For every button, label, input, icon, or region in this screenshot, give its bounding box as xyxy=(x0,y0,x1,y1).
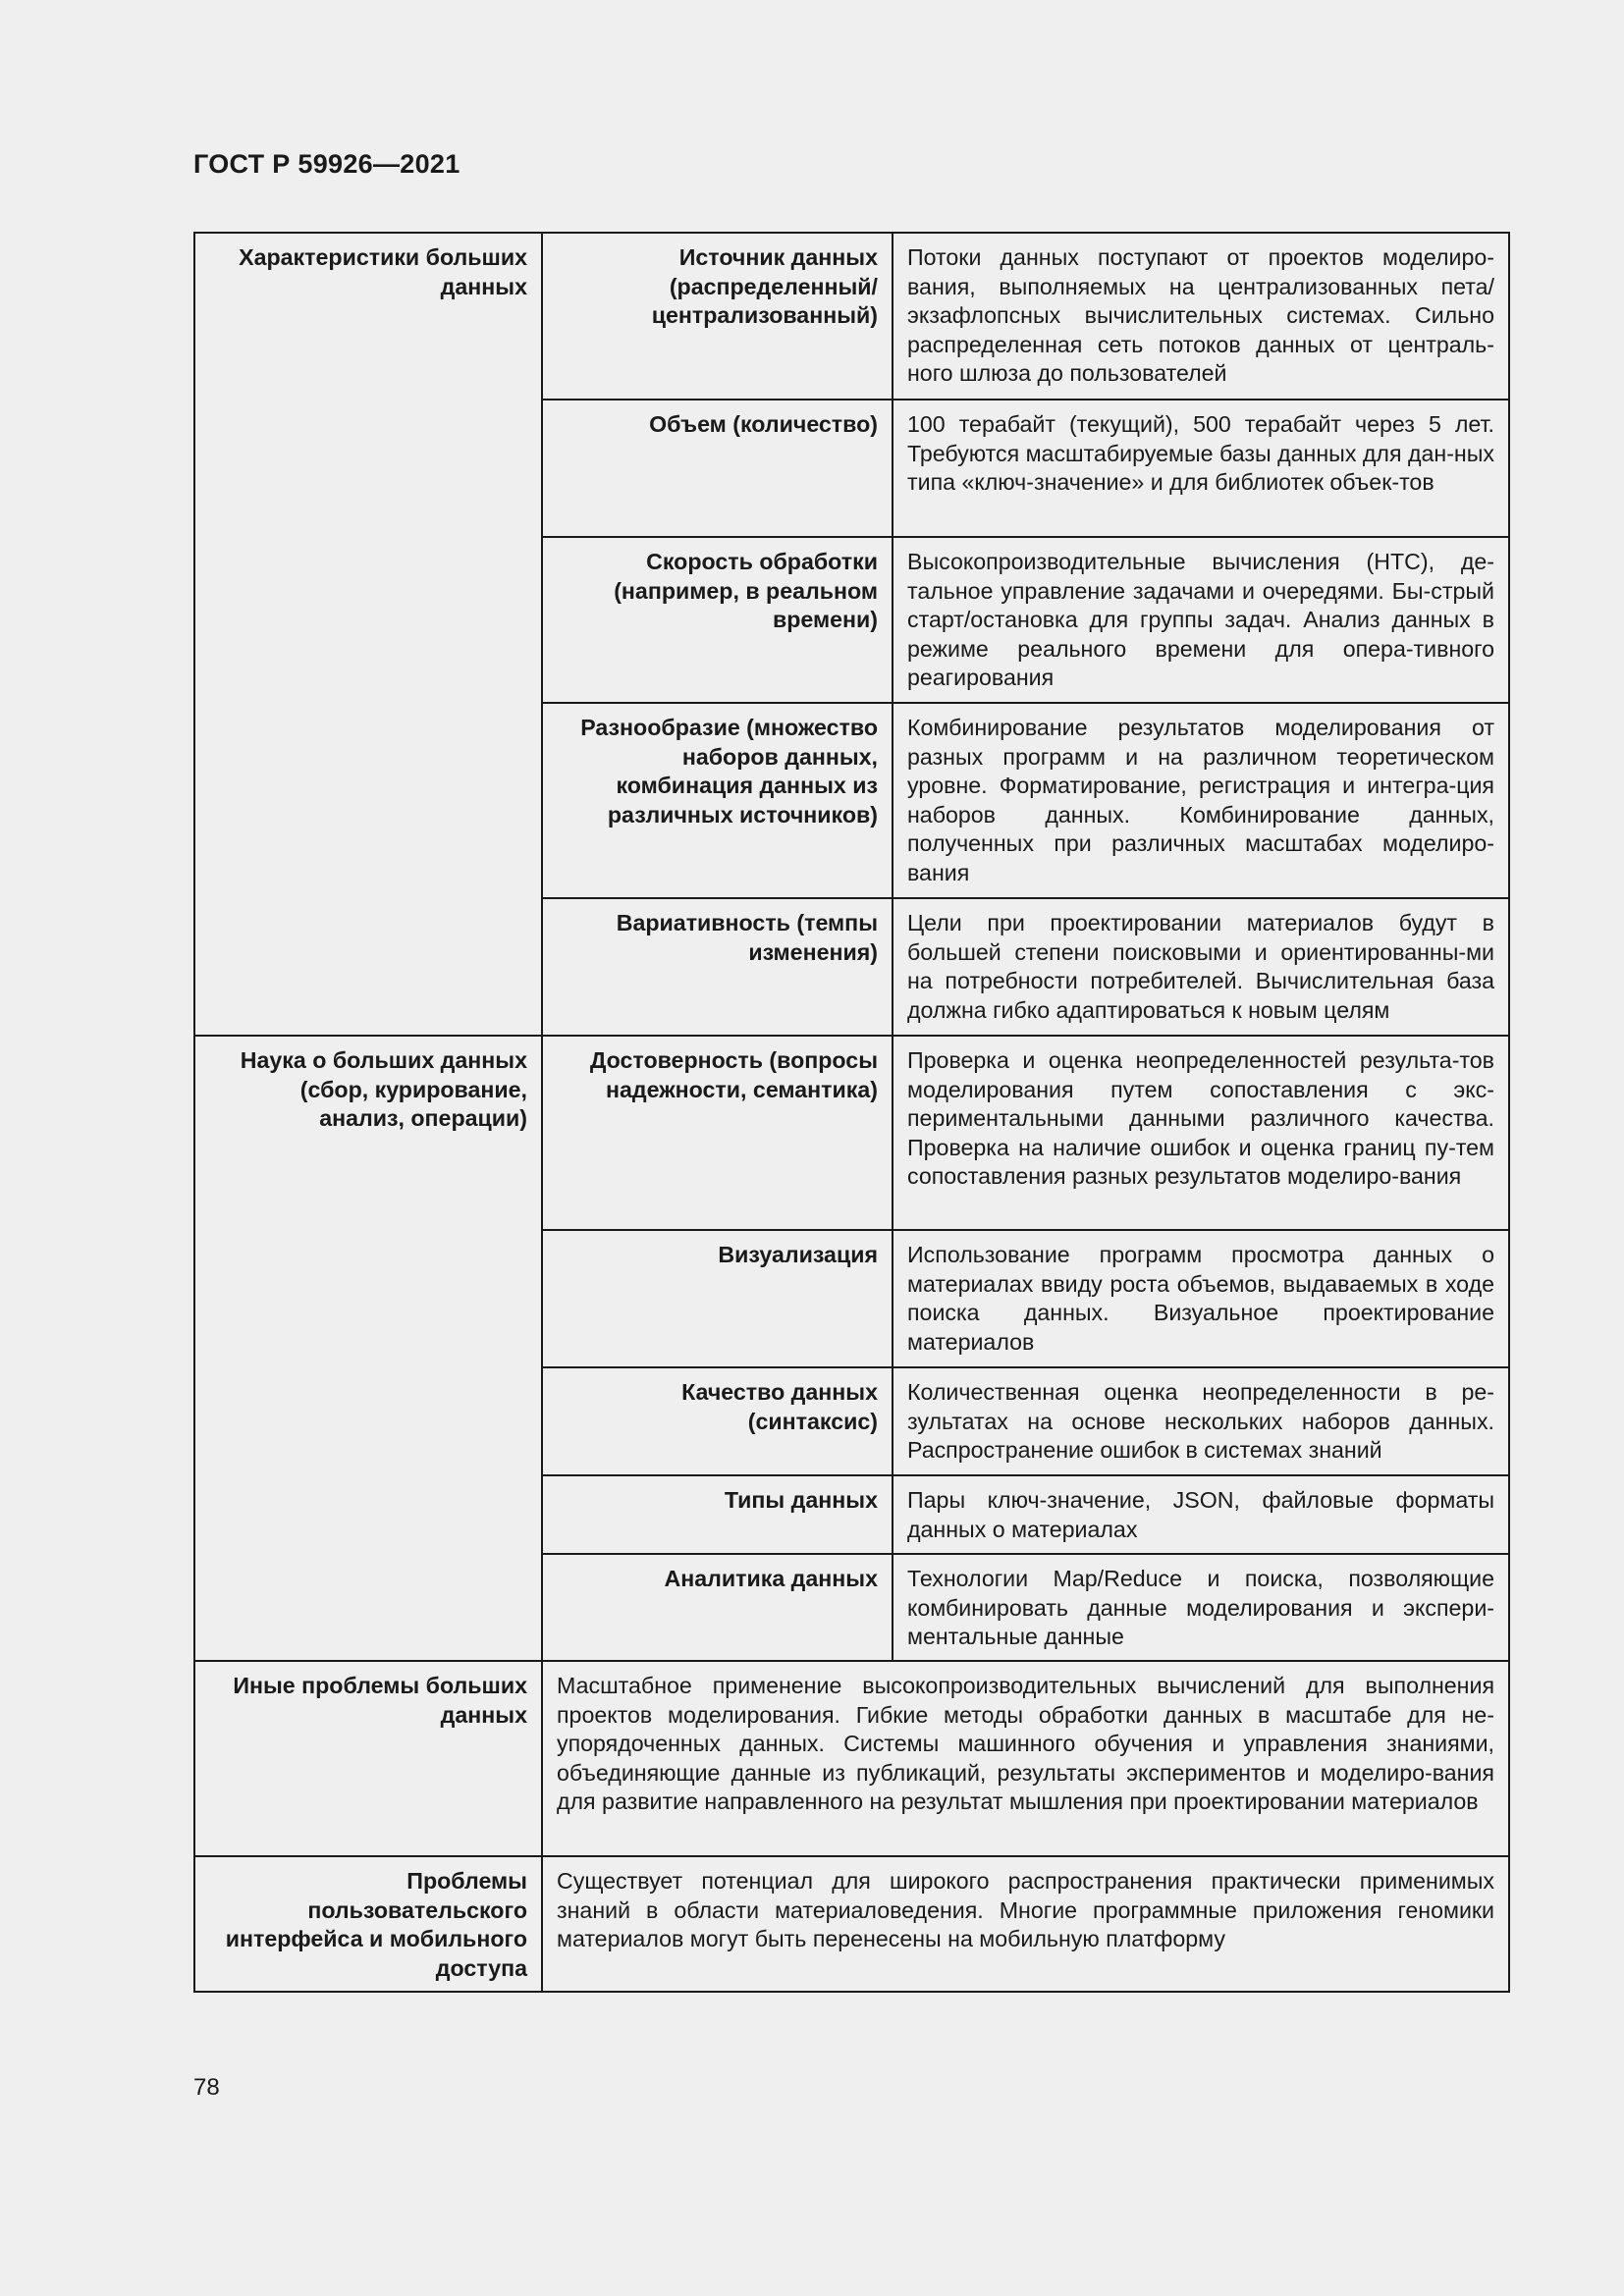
characteristic-description: Технологии Map/Reduce и поиска, позволяющие комбинировать данные моделирования и экспери-ментальные данные xyxy=(893,1554,1509,1661)
characteristic-name: Типы данных xyxy=(542,1475,893,1554)
characteristic-name: Вариативность (темпы изменения) xyxy=(542,898,893,1036)
characteristic-name: Объем (количество) xyxy=(542,400,893,537)
table-row xyxy=(194,1856,1509,1992)
characteristic-name: Скорость обработки (например, в реальном времени) xyxy=(542,537,893,703)
characteristic-description: Проверка и оценка неопределенностей результа-тов моделирования путем сопоставления с экс-периментальными данными различного качества. Проверка на наличие ошибок и оценка границ пу-тем сопоставления разных результатов моделиро-вания xyxy=(893,1036,1509,1230)
characteristic-description: Пары ключ-значение, JSON, файловые форматы данных о материалах xyxy=(893,1475,1509,1554)
characteristic-description: Высокопроизводительные вычисления (НТС), де-тальное управление задачами и очередями. Бы-стрый старт/остановка для группы задач. Анализ данных в режиме реального времени для опера-тивного реагирования xyxy=(893,537,1509,703)
table-row xyxy=(194,1036,1509,1230)
characteristic-description: Потоки данных поступают от проектов моделиро-вания, выполняемых на централизованных пета/ экзафлопсных вычислительных системах. Сильно распределенная сеть потоков данных от централь-ного шлюза до пользователей xyxy=(893,233,1509,400)
characteristic-name: Источник данных (распределенный/ централизованный) xyxy=(542,233,893,400)
characteristic-description: Цели при проектировании материалов будут в большей степени поисковыми и ориентированны-ми на потребности потребителей. Вычислительная база должна гибко адаптироваться к новым целям xyxy=(893,898,1509,1036)
characteristic-description: Количественная оценка неопределенности в ре-зультатах на основе нескольких наборов данных. Распространение ошибок в системах знаний xyxy=(893,1367,1509,1475)
characteristic-name: Визуализация xyxy=(542,1230,893,1367)
characteristic-description: Использование программ просмотра данных о материалах ввиду роста объемов, выдаваемых в ходе поиска данных. Визуальное проектирование материалов xyxy=(893,1230,1509,1367)
category-description: Существует потенциал для широкого распространения практически применимых знаний в области материаловедения. Многие программные приложения геномики материалов могут быть перенесены на мобильную платформу xyxy=(542,1856,1509,1992)
category-cell: Наука о больших данных (сбор, курирование, анализ, операции) xyxy=(194,1036,542,1661)
category-cell: Характеристики больших данных xyxy=(194,233,542,1036)
characteristic-description: Комбинирование результатов моделирования от разных программ и на различном теоретическом уровне. Форматирование, регистрация и интегра-ция наборов данных. Комбинирование данных, полученных при различных масштабах моделиро-вания xyxy=(893,703,1509,898)
document-header: ГОСТ Р 59926—2021 xyxy=(193,149,460,179)
category-description: Масштабное применение высокопроизводительных вычислений для выполнения проектов моделирования. Гибкие методы обработки данных в масштабе для не-упорядоченных данных. Системы машинного обучения и управления знаниями, объединяющие данные из публикаций, результаты экспериментов и моделиро-вания для развитие направленного на результат мышления при проектировании материалов xyxy=(542,1661,1509,1856)
characteristic-name: Качество данных (синтаксис) xyxy=(542,1367,893,1475)
characteristic-description: 100 терабайт (текущий), 500 терабайт через 5 лет. Требуются масштабируемые базы данных для дан-ных типа «ключ-значение» и для библиотек объек-тов xyxy=(893,400,1509,537)
characteristic-name: Аналитика данных xyxy=(542,1554,893,1661)
table-row xyxy=(194,1661,1509,1856)
requirements-table xyxy=(193,232,1510,1993)
page-number: 78 xyxy=(193,2074,220,2101)
characteristic-name: Достоверность (вопросы надежности, семантика) xyxy=(542,1036,893,1230)
table-row xyxy=(194,233,1509,400)
category-cell: Иные проблемы больших данных xyxy=(194,1661,542,1856)
characteristic-name: Разнообразие (множество наборов данных, комбинация данных из различных источников) xyxy=(542,703,893,898)
category-cell: Проблемы пользовательского интерфейса и мобильного доступа xyxy=(194,1856,542,1992)
